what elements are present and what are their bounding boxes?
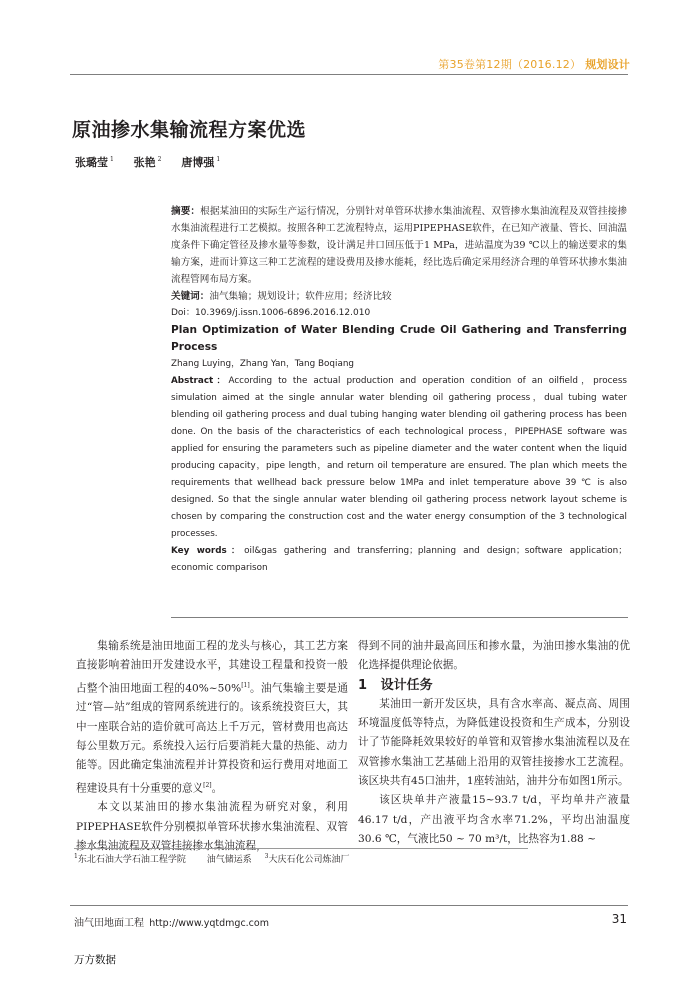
journal-url[interactable]: http://www.yqtdmgc.com (149, 918, 269, 929)
english-title: Plan Optimization of Water Blending Crude Oil Gathering and Transferring Process (171, 324, 627, 353)
column-name: 规划设计 (585, 58, 630, 71)
affiliation: $^3$大庆石化公司炼油厂 (264, 853, 350, 865)
issue-info: 第35卷第12期（2016.12） (438, 58, 582, 71)
footnote-rule (74, 848, 528, 849)
abstract-block (171, 203, 627, 577)
keywords-cn: 关键词：油气集输；规划设计；软件应用；经济比较 (171, 291, 392, 302)
doi: Doi：10.3969/j.issn.1006-6896.2016.12.010 (171, 308, 371, 318)
section-heading: 1 设计任务 (358, 677, 433, 693)
author: 张艳 $^2$ (133, 156, 162, 169)
article-title: 原油掺水集输流程方案优选 (72, 119, 307, 141)
footer-rule (70, 905, 628, 906)
watermark: 万方数据 (74, 954, 116, 966)
affiliations-footnote (74, 852, 367, 865)
page-number: 31 (611, 912, 627, 926)
paragraph: 集输系统是油田地面工程的龙头与核心，其工艺方案直接影响着油田开发建设水平，其建设工程量和投资一般占整个油田地面工程的40%~50%[1]。油气集输主要是通过“管—站”组成的管网系统进行的。该系统投资巨大，其中一座联合站的造价就可高达上千万元，管材费用也高达每公里数万元。系统投入运行后要消耗大量的热能、动力能等。因此确定集油流程并计算投资和运行费用对地面工程建设具有十分重要的意义[2]。 (76, 640, 349, 795)
abstract-rule (171, 617, 628, 618)
body-right-column (358, 637, 630, 849)
paragraph: 该区块单井产液量15~93.7 t/d，平均单井产液量46.17 t/d，产出液平均含水率71.2%，平均出油温度30.6 ℃，气液比50 ~ 70 m³/t，比热容为1.88 ~ (358, 794, 630, 845)
affiliation: 油气储运系 (206, 855, 252, 865)
abstract-cn: 摘要：根据某油田的实际生产运行情况，分别针对单管环状掺水集油流程、双管掺水集油流程及双管挂接掺水集油流程进行工艺模拟。按照各种工艺流程特点，运用PIPEPHASE软件，在已知产液量、管长、回油温度条件下确定管径及掺水量等参数，设计满足井口回压低于1 MPa，进站温度为39 ℃以上的输送要求的集输方案，进而计算这三种工艺流程的建设费用及掺水能耗，经比选后确定采用经济合理的单管环状掺水集油流程管网布局方案。 (171, 206, 628, 285)
author: 唐博强 $^1$ (181, 156, 221, 169)
author-list (75, 154, 236, 170)
english-keywords: Key words：oil&gas gathering and transferring；planning and design；software application；economic comparison (171, 546, 627, 573)
paragraph: 得到不同的油井最高回压和掺水量，为油田掺水集油的优化选择提供理论依据。 (358, 640, 630, 672)
english-abstract: Abstract：According to the actual production and operation condition of an oilfield，process simulation aimed at the single annular water blending oil gathering process，dual tubing water blending oil gathering process and dual tubing hanging water blending oil gathering process has been done. On the basis of the characteristics of each technological process，PIPEPHASE software was applied for ensuring the parameters such as pipeline diameter and the water content when the liquid producing capacity，pipe length，and return oil temperature are ensured. The plan which meets the requirements that wellhead back pressure below 1MPa and inlet temperature above 39 ℃ is also designed. So that the single annular water blending oil gathering process network layout scheme is chosen by comparing the construction cost and the water energy consumption of the 3 technological processes. (171, 376, 627, 539)
journal-footer (74, 914, 269, 929)
author: 张璐莹 $^1$ (75, 156, 114, 169)
running-header (438, 56, 630, 72)
english-authors: Zhang Luying，Zhang Yan，Tang Boqiang (171, 359, 355, 369)
header-rule (70, 74, 628, 75)
affiliation: $^1$东北石油大学石油工程学院 (74, 853, 186, 865)
paragraph: 某油田一新开发区块，具有含水率高、凝点高、周围环境温度低等特点，为降低建设投资和生产成本，分别设计了节能降耗效果较好的单管和双管掺水集油流程以及在双管掺水集油工艺基础上沿用的双管挂接掺水工艺流程。该区块共有45口油井，1座转油站，油井分布如图1所示。 (358, 697, 630, 788)
paragraph: 本文以某油田的掺水集油流程为研究对象，利用PIPEPHASE软件分别模拟单管环状掺水集油流程、双管掺水集油流程及双管挂接掺水集油流程， (76, 801, 348, 853)
journal-name: 油气田地面工程 (74, 918, 144, 929)
body-left-column (76, 637, 348, 856)
